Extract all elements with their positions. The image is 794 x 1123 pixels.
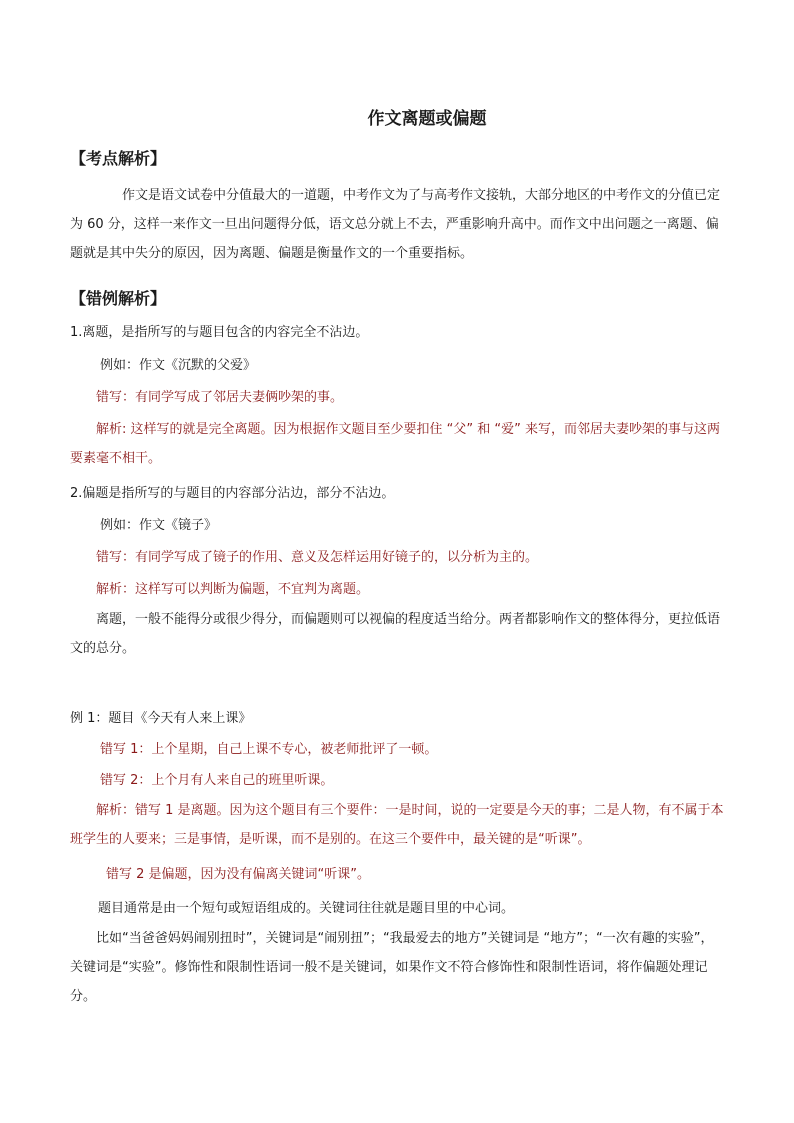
case-1-wrong-1: 错写 1：上个星期，自己上课不专心，被老师批评了一顿。 xyxy=(100,742,438,757)
page-title: 作文离题或偏题 xyxy=(367,109,487,129)
definition-offtopic: 1.离题，是指所写的与题目包含的内容完全不沾边。 xyxy=(70,325,369,340)
keyword-definition: 题目通常是由一个短句或短语组成的。关键词往往就是题目里的中心词。 xyxy=(98,901,515,916)
section-heading-analysis: 【考点解析】 xyxy=(70,149,167,168)
example-1-wrong: 错写：有同学写成了邻居夫妻俩吵架的事。 xyxy=(96,390,344,405)
case-1-title: 例 1：题目《今天有人来上课》 xyxy=(70,711,252,726)
summary-paragraph: 离题，一般不能得分或很少得分，而偏题则可以视偏的程度适当给分。两者都影响作文的整体得分，更拉低语文的总分。 xyxy=(70,612,721,656)
example-2-wrong: 错写：有同学写成了镜子的作用、意义及怎样运用好镜子的，以分析为主的。 xyxy=(96,550,539,565)
case-1-wrong-2-note: 错写 2 是偏题，因为没有偏离关键词“听课”。 xyxy=(106,867,371,882)
example-2-analysis: 解析：这样写可以判断为偏题，不宜判为离题。 xyxy=(96,582,370,597)
definition-partial: 2.偏题是指所写的与题目的内容部分沾边，部分不沾边。 xyxy=(70,486,395,501)
case-1-analysis: 解析：错写 1 是离题。因为这个题目有三个要件：一是时间，说的一定要是今天的事；二是人物，有不属于本班学生的人要来；三是事情，是听课，而不是别的。在这三个要件中，最关键的是“听课”。 xyxy=(70,803,724,847)
intro-paragraph: 作文是语文试卷中分值最大的一道题，中考作文为了与高考作文接轨，大部分地区的中考作文的分值已定为 60 分，这样一来作文一旦出问题得分低，语文总分就上不去，严重影响升高中。而作文中出问题之一离题、偏题就是其中失分的原因，因为离题、偏题是衡量作文的一个重要指标。 xyxy=(70,188,721,261)
keyword-examples: 比如“当爸爸妈妈闹别扭时”，关键词是“闹别扭”；“我最爱去的地方”关键词是 “地方”；“一次有趣的实验”，关键词是“实验”。修饰性和限制性语词一般不是关键词，如果作文不符合修饰性和限制性语词，将作偏题处理记分。 xyxy=(70,931,714,1004)
example-2: 例如：作文《镜子》 xyxy=(100,518,218,533)
example-1: 例如：作文《沉默的父爱》 xyxy=(100,358,257,373)
section-heading-errors: 【错例解析】 xyxy=(70,289,167,308)
case-1-wrong-2: 错写 2：上个月有人来自己的班里听课。 xyxy=(100,773,334,788)
example-1-analysis: 解析: 这样写的就是完全离题。因为根据作文题目至少要扣住 “父” 和 “爱” 来写，而邻居夫妻吵架的事与这两要素毫不相干。 xyxy=(70,422,720,466)
